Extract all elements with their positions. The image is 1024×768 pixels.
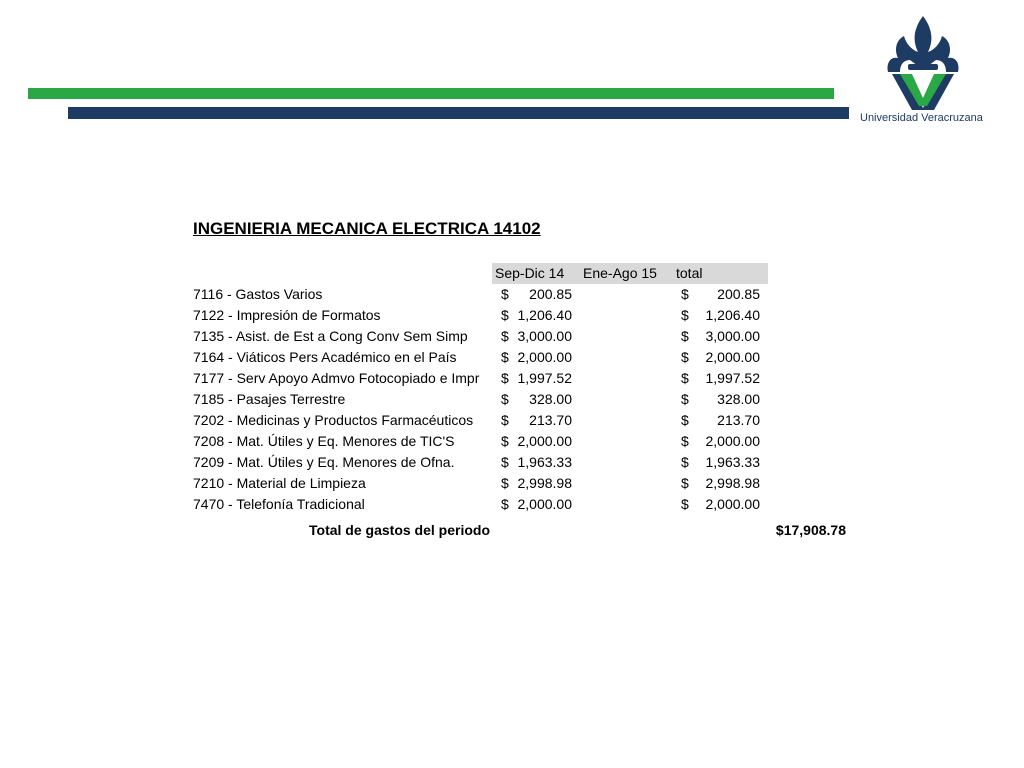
total-value: 328.00 [717, 391, 760, 407]
sep-dic-value: 200.85 [529, 286, 572, 302]
table-row [0, 285, 900, 306]
table-row [0, 390, 900, 411]
currency-symbol: $ [681, 433, 689, 449]
table-row [0, 432, 900, 453]
table-row [0, 348, 900, 369]
total-value: 2,000.00 [705, 349, 760, 365]
sep-dic-value: 2,000.00 [517, 433, 572, 449]
currency-symbol: $ [681, 370, 689, 386]
total-value: 1,997.52 [705, 370, 760, 386]
currency-symbol: $ [681, 454, 689, 470]
table-row [0, 327, 900, 348]
green-accent-bar [28, 88, 834, 99]
total-value: 3,000.00 [705, 328, 760, 344]
currency-symbol: $ [501, 475, 509, 491]
column-header-ene-ago: Ene-Ago 15 [583, 265, 657, 281]
currency-symbol: $ [681, 328, 689, 344]
period-total-value: $17,908.78 [775, 522, 846, 538]
sep-dic-value: 328.00 [529, 391, 572, 407]
table-row [0, 453, 900, 474]
column-header-total: total [676, 265, 703, 281]
sep-dic-value: 3,000.00 [517, 328, 572, 344]
table-row [0, 411, 900, 432]
currency-symbol: $ [501, 412, 509, 428]
row-label: 7135 - Asist. de Est a Cong Conv Sem Simp [193, 328, 468, 344]
total-value: 1,963.33 [705, 454, 760, 470]
row-label: 7116 - Gastos Varios [193, 286, 323, 302]
sep-dic-value: 2,998.98 [517, 475, 572, 491]
total-value: 213.70 [717, 412, 760, 428]
currency-symbol: $ [501, 286, 509, 302]
table-row [0, 369, 900, 390]
row-label: 7209 - Mat. Útiles y Eq. Menores de Ofna. [193, 454, 455, 470]
row-label: 7164 - Viáticos Pers Académico en el País [193, 349, 457, 365]
period-total-label: Total de gastos del periodo [309, 522, 490, 538]
table-row [0, 495, 900, 516]
row-label: 7177 - Serv Apoyo Admvo Fotocopiado e Impr [193, 370, 480, 386]
table-row [0, 474, 900, 495]
currency-symbol: $ [501, 307, 509, 323]
row-label: 7470 - Telefonía Tradicional [193, 496, 365, 512]
page-title: INGENIERIA MECANICA ELECTRICA 14102 [193, 219, 541, 238]
fleur-de-lis-v-emblem-icon [882, 14, 964, 110]
currency-symbol: $ [681, 496, 689, 512]
currency-symbol: $ [501, 391, 509, 407]
row-label: 7202 - Medicinas y Productos Farmacéuticos [193, 412, 474, 428]
currency-symbol: $ [681, 475, 689, 491]
university-logo [852, 14, 992, 129]
sep-dic-value: 1,997.52 [517, 370, 572, 386]
sep-dic-value: 2,000.00 [517, 496, 572, 512]
sep-dic-value: 1,206.40 [517, 307, 572, 323]
row-label: 7210 - Material de Limpieza [193, 475, 366, 491]
currency-symbol: $ [501, 328, 509, 344]
total-value: 1,206.40 [705, 307, 760, 323]
currency-symbol: $ [681, 391, 689, 407]
sep-dic-value: 213.70 [529, 412, 572, 428]
total-value: 2,000.00 [705, 496, 760, 512]
currency-symbol: $ [681, 307, 689, 323]
row-label: 7208 - Mat. Útiles y Eq. Menores de TIC'S [193, 433, 455, 449]
currency-symbol: $ [681, 412, 689, 428]
blue-accent-bar [68, 107, 849, 119]
university-name: Universidad Veracruzana [860, 112, 983, 124]
total-value: 2,998.98 [705, 475, 760, 491]
total-value: 200.85 [717, 286, 760, 302]
sep-dic-value: 1,963.33 [517, 454, 572, 470]
column-header-sep-dic: Sep-Dic 14 [495, 265, 565, 281]
row-label: 7122 - Impresión de Formatos [193, 307, 381, 323]
currency-symbol: $ [501, 349, 509, 365]
row-label: 7185 - Pasajes Terrestre [193, 391, 346, 407]
currency-symbol: $ [501, 433, 509, 449]
sep-dic-value: 2,000.00 [517, 349, 572, 365]
currency-symbol: $ [681, 286, 689, 302]
table-row [0, 306, 900, 327]
currency-symbol: $ [501, 496, 509, 512]
total-value: 2,000.00 [705, 433, 760, 449]
currency-symbol: $ [501, 454, 509, 470]
currency-symbol: $ [681, 349, 689, 365]
currency-symbol: $ [501, 370, 509, 386]
